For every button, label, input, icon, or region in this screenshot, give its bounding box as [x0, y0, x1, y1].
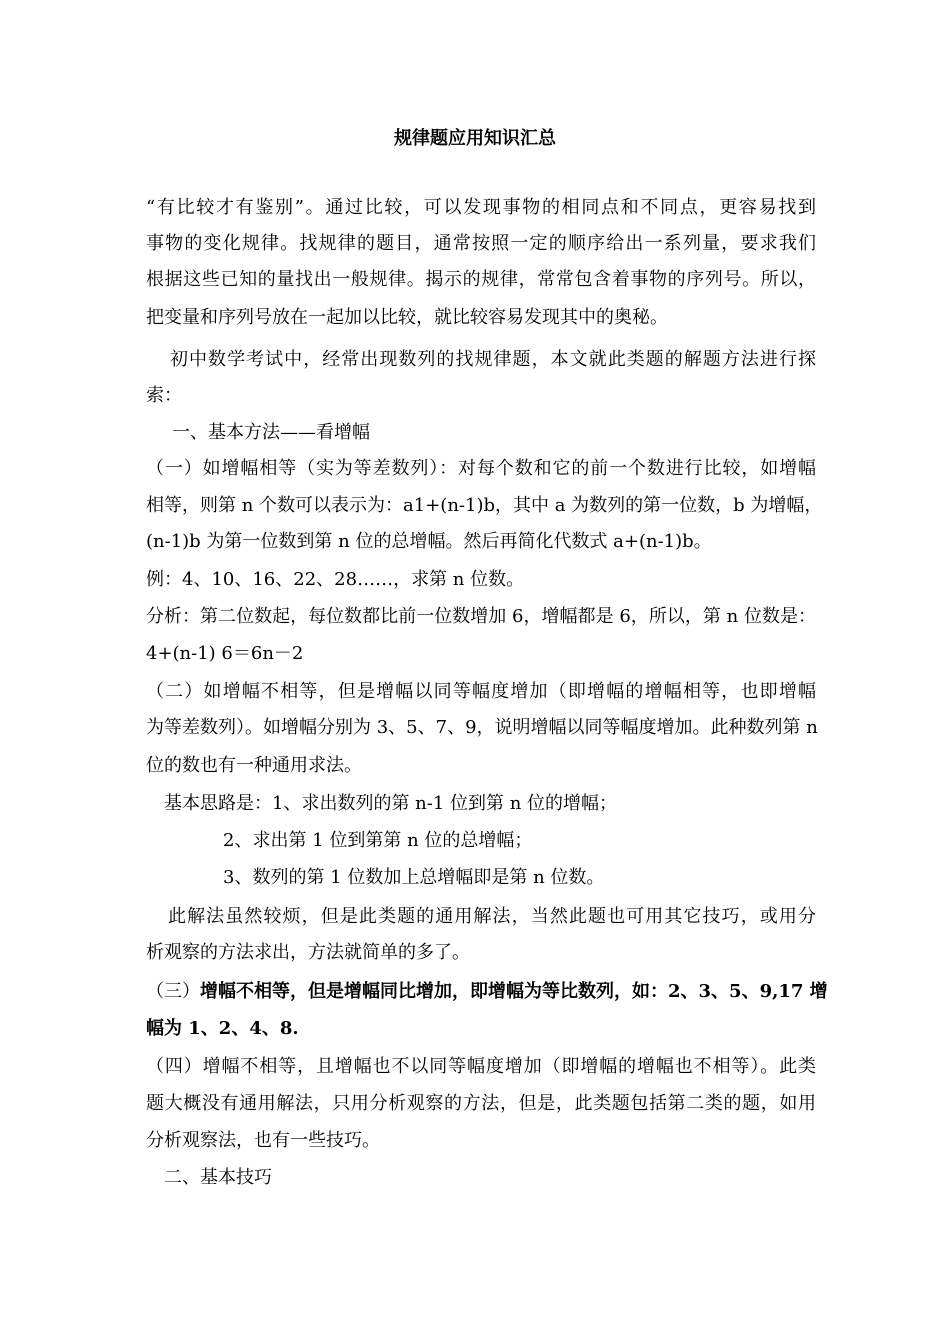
paragraph-line: (n-1)b 为第一位数到第 n 位的总增幅。然后再简化代数式 a+(n-1)b。 [146, 531, 712, 552]
paragraph-line: 索： [146, 385, 182, 406]
step-line: 2、求出第 1 位到第第 n 位的总增幅； [223, 830, 533, 851]
example-line: 例：4、10、16、22、28……，求第 n 位数。 [146, 569, 525, 590]
paragraph-line: （四）增幅不相等，且增幅也不以同等幅度增加（即增幅的增幅也不相等）。此类 [146, 1056, 816, 1077]
bold-paragraph-line [146, 980, 828, 1004]
paragraph-line: “有比较才有鉴别”。通过比较，可以发现事物的相同点和不同点，更容易找到 [146, 197, 816, 218]
paragraph-line: （一）如增幅相等（实为等差数列）：对每个数和它的前一个数进行比较，如增幅 [146, 458, 816, 479]
analysis-line: 分析：第二位数起，每位数都比前一位数增加 6，增幅都是 6，所以，第 n 位数是： [146, 606, 816, 627]
bold-paragraph-line: 幅为 1、2、4、8. [146, 1018, 299, 1039]
paragraph-line: 相等，则第 n 个数可以表示为：a1+(n-1)b，其中 a 为数列的第一位数，b 为增幅， [146, 495, 823, 516]
paragraph-line: 分析观察法，也有一些技巧。 [146, 1130, 380, 1151]
paragraph-line: 析观察的方法求出，方法就简单的多了。 [146, 942, 470, 963]
step-line: 3、数列的第 1 位数加上总增幅即是第 n 位数。 [223, 867, 605, 888]
paragraph-line: 事物的变化规律。找规律的题目，通常按照一定的顺序给出一系列量，要求我们 [146, 233, 816, 254]
formula-line: 4+(n-1) 6＝6n－2 [146, 643, 304, 664]
paragraph-line: 初中数学考试中，经常出现数列的找规律题，本文就此类题的解题方法进行探 [170, 349, 816, 370]
paragraph-line: 位的数也有一种通用求法。 [146, 755, 362, 776]
paragraph-line: （二）如增幅不相等，但是增幅以同等幅度增加（即增幅的增幅相等，也即增幅 [146, 681, 816, 702]
step-line: 基本思路是：1、求出数列的第 n-1 位到第 n 位的增幅； [164, 793, 618, 814]
bold-text: 增幅不相等，但是增幅同比增加，即增幅为等比数列，如：2、3、5、9,17 增 [200, 981, 828, 1002]
paragraph-line: 为等差数列）。如增幅分别为 3、5、7、9，说明增幅以同等幅度增加。此种数列第 n [146, 717, 818, 738]
document-title: 规律题应用知识汇总 [394, 128, 556, 149]
paragraph-line: 此解法虽然较烦，但是此类题的通用解法，当然此题也可用其它技巧，或用分 [168, 906, 816, 927]
section-heading: 二、基本技巧 [164, 1167, 272, 1188]
paragraph-line: 题大概没有通用解法，只用分析观察的方法，但是，此类题包括第二类的题，如用 [146, 1093, 816, 1114]
paragraph-line: 根据这些已知的量找出一般规律。揭示的规律，常常包含着事物的序列号。所以， [146, 269, 816, 290]
section-heading: 一、基本方法——看增幅 [172, 422, 370, 443]
section-marker: （三） [146, 981, 200, 1002]
paragraph-line: 把变量和序列号放在一起加以比较，就比较容易发现其中的奥秘。 [146, 307, 668, 328]
